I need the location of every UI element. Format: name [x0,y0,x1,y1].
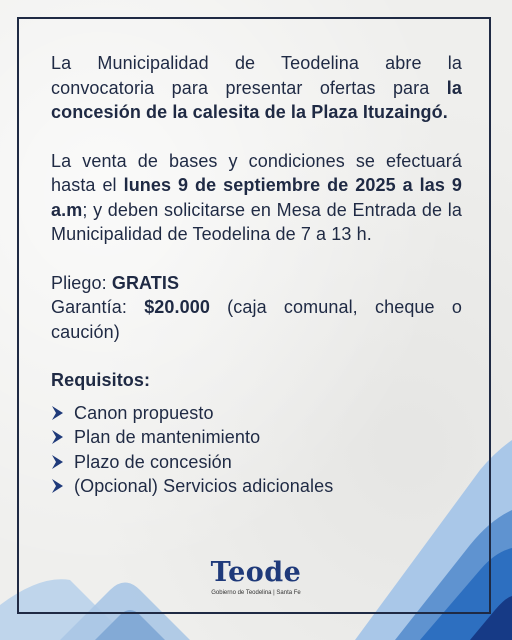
list-item-label: Plan de mantenimiento [74,427,261,447]
paragraph-venta-bases [51,149,462,247]
paragraph-convocatoria [51,51,462,125]
paragraph2-bold: lunes 9 de septiembre de 2025 a las 9 a.m [51,175,462,220]
pliego-label: Pliego: [51,272,112,293]
paragraph2-text2: ; y deben solicitarse en Mesa de Entrada de la Municipalidad de Teodelina de 7 a 13 h. [51,199,462,244]
paragraph2-text1: La venta de bases y condiciones se efectuará hasta el [51,150,462,195]
garantia-note: (caja comunal, cheque o caución) [51,297,462,342]
teodelina-logo [0,558,512,597]
logo-subtitle: Gobierno de Teodelina | Santa Fe [211,590,301,596]
list-item-label: Plazo de concesión [74,451,232,472]
chevron-bullet-icon [51,478,64,494]
chevron-bullet-icon [51,405,64,421]
list-item-label: Canon propuesto [74,402,214,423]
chevron-bullet-icon [51,429,64,445]
requisitos-list [51,401,462,499]
pliego-value: GRATIS [111,272,180,293]
garantia-value: $20.000 [144,297,210,317]
list-item-label: (Opcional) Servicios adicionales [74,476,334,496]
announcement-body [51,51,462,499]
list-item [51,450,462,475]
logo-wordmark: Teode [210,557,302,588]
paragraph1-text: La Municipalidad de Teodelina abre la convocatoria para presentar ofertas para [51,53,462,98]
garantia-label: Garantía: [51,297,145,317]
list-item [51,474,462,499]
paragraph1-bold: la concesión de la calesita de la Plaza Ituzaingó. [51,77,462,122]
list-item [51,401,462,426]
list-item [51,425,462,450]
chevron-bullet-icon [51,454,64,470]
requisitos-title: Requisitos: [51,370,151,390]
paragraph-pliego-garantia [51,271,462,345]
